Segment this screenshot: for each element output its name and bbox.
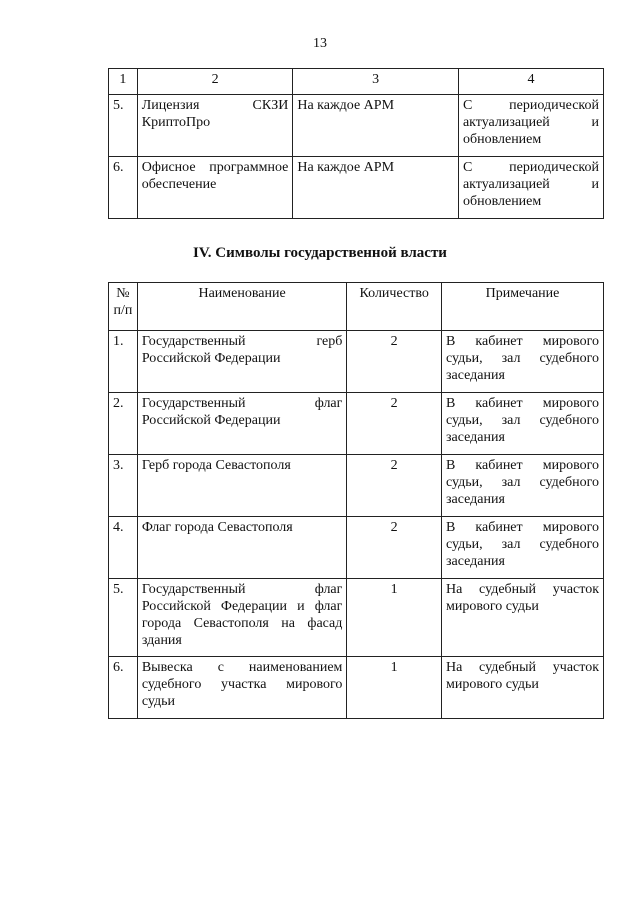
row-quantity: 2 xyxy=(390,334,398,349)
row-number: 5. xyxy=(113,582,124,597)
header-note: Примечание xyxy=(485,286,560,301)
row-number: 5. xyxy=(113,98,124,113)
row-quantity: 2 xyxy=(390,520,398,535)
table-row xyxy=(109,657,604,719)
row-note: В кабинет мирового судьи, зал судебного заседания xyxy=(445,334,599,383)
row-name: Вывеска с наименованием судебного участка мирового судьи xyxy=(141,660,343,709)
row-name: Государственный флаг Российской Федерации xyxy=(141,396,343,428)
table-header-row xyxy=(109,69,604,95)
row-number: 4. xyxy=(113,520,124,535)
row-name: Флаг города Севастополя xyxy=(141,520,293,535)
row-name: Государственный герб Российской Федерации xyxy=(141,334,343,366)
row-number: 1. xyxy=(113,334,124,349)
row-quantity: На каждое АРМ xyxy=(297,160,395,175)
table-row xyxy=(109,393,604,455)
column-number-2: 2 xyxy=(137,69,293,95)
row-quantity: 1 xyxy=(390,582,398,597)
table-row xyxy=(109,95,604,157)
row-quantity: 1 xyxy=(390,660,398,675)
row-note: В кабинет мирового судьи, зал судебного заседания xyxy=(445,396,599,445)
row-note: В кабинет мирового судьи, зал судебного заседания xyxy=(445,458,599,507)
page-number: 13 xyxy=(313,36,327,51)
row-name: Герб города Севастополя xyxy=(141,458,291,473)
table-row xyxy=(109,331,604,393)
row-number: 6. xyxy=(113,660,124,675)
row-quantity: На каждое АРМ xyxy=(297,98,395,113)
table-row xyxy=(109,157,604,219)
symbols-table xyxy=(108,282,604,719)
row-quantity: 2 xyxy=(390,396,398,411)
row-note: В кабинет мирового судьи, зал судебного заседания xyxy=(445,520,599,569)
row-name: Офисное программное обеспечение xyxy=(141,160,289,192)
column-number-3: 3 xyxy=(293,69,459,95)
section-heading: IV. Символы государственной власти xyxy=(193,245,447,261)
row-number: 6. xyxy=(113,160,124,175)
row-note: На судебный участок мирового судьи xyxy=(445,660,599,692)
row-name: Лицензия СКЗИ КриптоПро xyxy=(141,98,289,130)
row-name: Государственный флаг Российской Федерации и флаг города Севастополя на фасад здания xyxy=(141,582,343,648)
row-note: На судебный участок мирового судьи xyxy=(445,582,599,614)
column-number-1: 1 xyxy=(109,69,138,95)
row-quantity: 2 xyxy=(390,458,398,473)
table-row xyxy=(109,517,604,579)
table-row xyxy=(109,455,604,517)
row-number: 2. xyxy=(113,396,124,411)
column-number-4: 4 xyxy=(458,69,603,95)
row-note: С периодической актуализацией и обновлением xyxy=(462,160,599,209)
header-number: № п/п xyxy=(113,286,133,318)
table-header-row xyxy=(109,283,604,331)
table-row xyxy=(109,579,604,657)
header-quantity: Количество xyxy=(359,286,429,301)
row-note: С периодической актуализацией и обновлением xyxy=(462,98,599,147)
header-name: Наименование xyxy=(198,286,286,301)
row-number: 3. xyxy=(113,458,124,473)
continued-table xyxy=(108,68,604,219)
